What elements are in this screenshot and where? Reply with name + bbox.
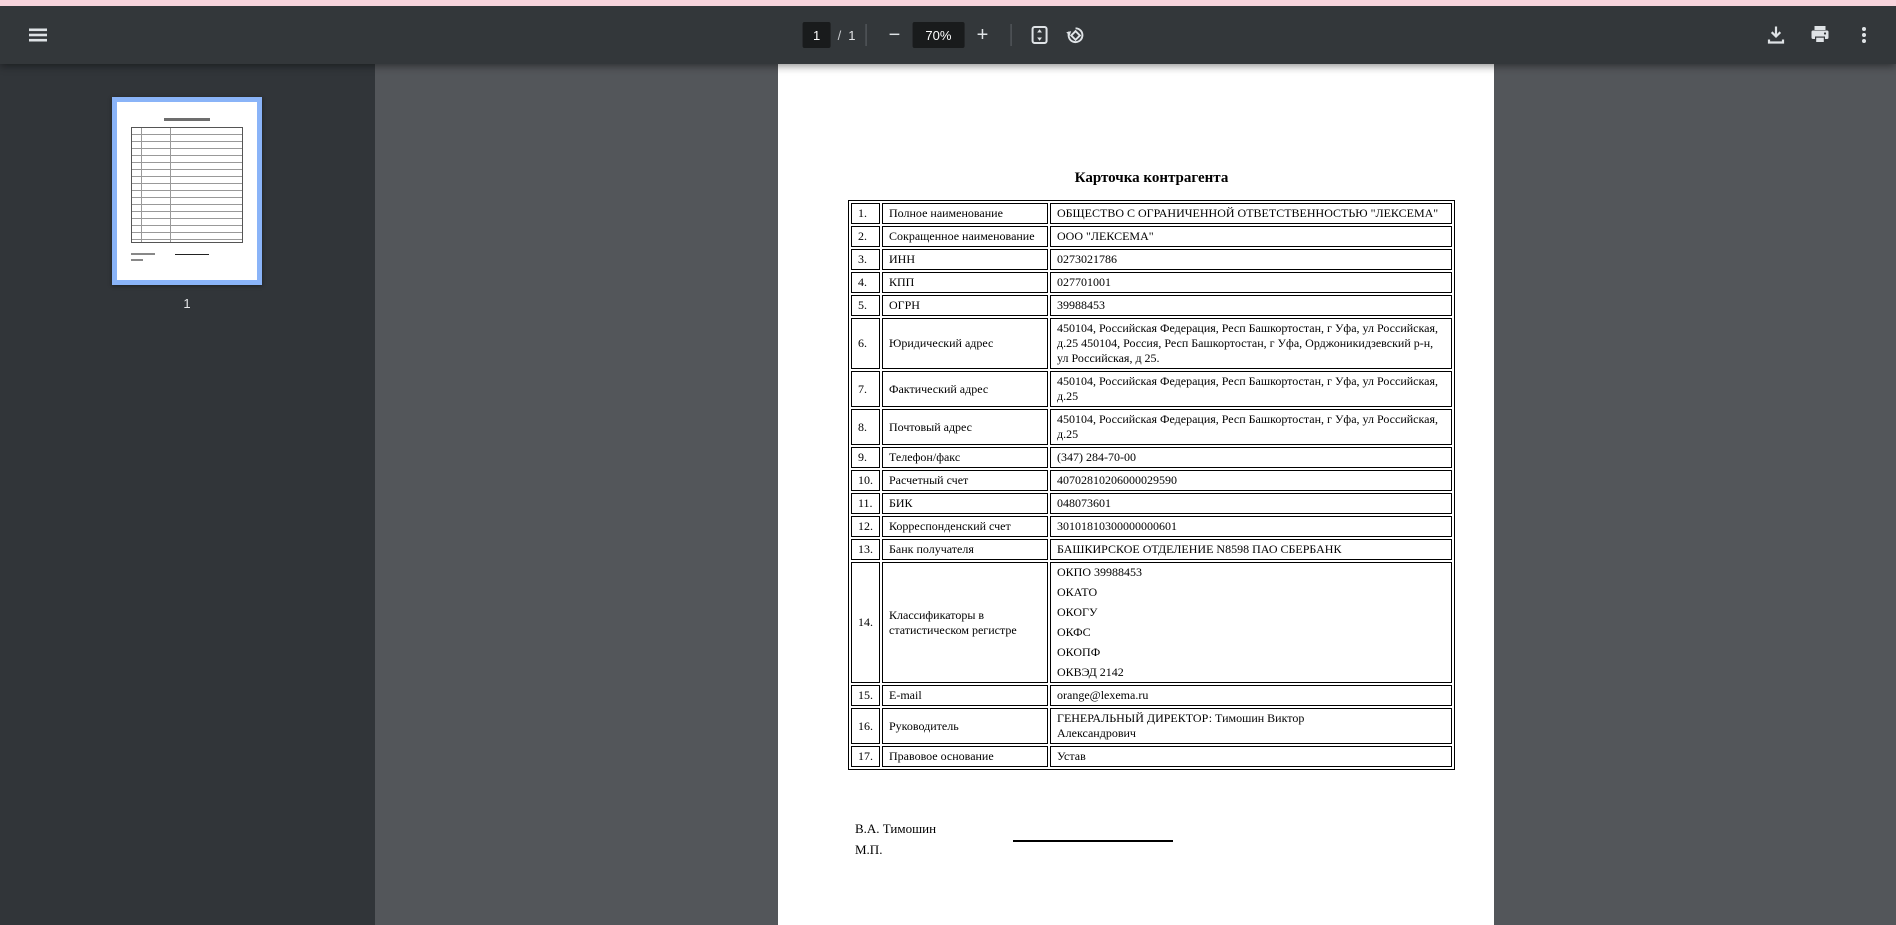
row-number-cell: 5. (851, 295, 880, 316)
row-label-cell: Расчетный счет (882, 470, 1048, 491)
row-label-cell: Банк получателя (882, 539, 1048, 560)
row-number-cell: 13. (851, 539, 880, 560)
row-label-cell: КПП (882, 272, 1048, 293)
rotate-counterclockwise-icon (1063, 23, 1087, 47)
page-number-input[interactable] (803, 22, 831, 48)
contractor-table (848, 200, 1455, 770)
value-line: ОКФС (1057, 625, 1091, 639)
table-row (851, 516, 1452, 537)
row-label-cell: Корреспонденский счет (882, 516, 1048, 537)
fit-to-page-button[interactable] (1021, 17, 1057, 53)
table-row (851, 272, 1452, 293)
row-number-cell: 15. (851, 685, 880, 706)
row-value-cell: 30101810300000000601 (1050, 516, 1452, 537)
value-line: ОКОПФ (1057, 645, 1101, 659)
fit-to-page-icon (1027, 23, 1051, 47)
table-row (851, 539, 1452, 560)
value-line: ГЕНЕРАЛЬНЫЙ ДИРЕКТОР: Тимошин Виктор (1057, 711, 1305, 725)
browser-notification-strip (0, 0, 1896, 6)
table-row (851, 685, 1452, 706)
table-row (851, 295, 1452, 316)
thumbnail-signature-line (131, 253, 155, 255)
row-label-cell: Фактический адрес (882, 371, 1048, 407)
row-number-cell: 14. (851, 562, 880, 683)
thumbnail-signature-line (131, 259, 143, 261)
row-value-cell: ОБЩЕСТВО С ОГРАНИЧЕННОЙ ОТВЕТСТВЕННОСТЬЮ "ЛЕКСЕМА" (1050, 203, 1452, 224)
minus-icon: − (888, 24, 901, 46)
row-number-cell: 8. (851, 409, 880, 445)
hamburger-icon (26, 23, 50, 47)
row-label-cell: Телефон/факс (882, 447, 1048, 468)
row-value-cell: (347) 284-70-00 (1050, 447, 1452, 468)
pdf-viewer-content (0, 64, 1896, 925)
plus-icon: + (976, 24, 989, 46)
row-label-cell: ОГРН (882, 295, 1048, 316)
row-number-cell: 10. (851, 470, 880, 491)
download-icon (1764, 23, 1788, 47)
pdf-page (778, 64, 1494, 925)
thumbnail-table-sketch (131, 127, 243, 243)
row-value-cell: 450104, Российская Федерация, Респ Башкортостан, г Уфа, ул Российская, д.25 (1050, 371, 1452, 407)
row-number-cell: 12. (851, 516, 880, 537)
zoom-out-button[interactable] (876, 17, 912, 53)
row-number-cell: 9. (851, 447, 880, 468)
signature-name: В.А. Тимошин (855, 821, 937, 836)
value-line: ОКПО 39988453 (1057, 565, 1143, 579)
value-line: ОКВЭД 2142 (1057, 665, 1124, 679)
value-line: ОКОГУ (1057, 605, 1098, 619)
rotate-button[interactable] (1057, 17, 1093, 53)
signature-stamp-label: М.П. (855, 842, 883, 857)
page-thumbnail[interactable] (112, 97, 262, 285)
row-value-cell: 39988453 (1050, 295, 1452, 316)
row-number-cell: 6. (851, 318, 880, 369)
menu-button[interactable] (20, 17, 56, 53)
pdf-toolbar (0, 6, 1896, 64)
row-label-cell: Сокращенное наименование (882, 226, 1048, 247)
row-label-cell: Классификаторы в статистическом регистре (882, 562, 1048, 683)
row-value-cell: 450104, Российская Федерация, Респ Башкортостан, г Уфа, ул Российская, д.25 450104, Россия, Респ Башкортостан, г Уфа, Орджоникидзевский р-н, ул Российская, д 25. (1050, 318, 1452, 369)
contractor-table-body (851, 203, 1452, 767)
row-value-cell: 40702810206000029590 (1050, 470, 1452, 491)
row-label-cell: Полное наименование (882, 203, 1048, 224)
value-line: Александрович (1057, 726, 1136, 740)
table-row (851, 746, 1452, 767)
row-number-cell: 3. (851, 249, 880, 270)
table-row (851, 470, 1452, 491)
thumbnail-page-number: 1 (183, 296, 191, 311)
row-number-cell: 1. (851, 203, 880, 224)
toolbar-divider (1010, 24, 1011, 46)
document-title: Карточка контрагента (1074, 170, 1229, 186)
document-scroll-area (375, 64, 1896, 925)
thumbnail-title-line (164, 118, 210, 121)
table-row (851, 493, 1452, 514)
row-number-cell: 7. (851, 371, 880, 407)
kebab-menu-icon (1852, 23, 1876, 47)
download-button[interactable] (1758, 17, 1794, 53)
table-row (851, 249, 1452, 270)
row-value-cell: 0273021786 (1050, 249, 1452, 270)
document-body (848, 64, 1455, 770)
page-divider: / (837, 27, 842, 43)
row-number-cell: 16. (851, 708, 880, 744)
table-row (851, 371, 1452, 407)
row-label-cell: Правовое основание (882, 746, 1048, 767)
thumbnail-sidebar (0, 64, 375, 925)
page-count: 1 (848, 27, 856, 43)
row-label-cell: E-mail (882, 685, 1048, 706)
signature-line (1013, 840, 1173, 842)
value-line: ОКАТО (1057, 585, 1098, 599)
toolbar-divider (865, 24, 866, 46)
row-label-cell: Юридический адрес (882, 318, 1048, 369)
row-number-cell: 17. (851, 746, 880, 767)
row-value-cell (1050, 708, 1452, 744)
row-number-cell: 2. (851, 226, 880, 247)
row-value-cell: Устав (1050, 746, 1452, 767)
table-row (851, 409, 1452, 445)
thumbnail-underline (175, 254, 209, 255)
row-value-cell: ООО "ЛЕКСЕМА" (1050, 226, 1452, 247)
zoom-in-button[interactable] (964, 17, 1000, 53)
table-row (851, 562, 1452, 683)
row-label-cell: БИК (882, 493, 1048, 514)
row-value-cell: 048073601 (1050, 493, 1452, 514)
row-number-cell: 4. (851, 272, 880, 293)
table-row (851, 708, 1452, 744)
row-number-cell: 11. (851, 493, 880, 514)
print-icon (1808, 23, 1832, 47)
row-label-cell: Руководитель (882, 708, 1048, 744)
table-row (851, 203, 1452, 224)
row-label-cell: ИНН (882, 249, 1048, 270)
row-value-cell: orange@lexema.ru (1050, 685, 1452, 706)
zoom-level[interactable]: 70% (912, 22, 964, 48)
row-value-cell: 450104, Российская Федерация, Респ Башкортостан, г Уфа, ул Российская, д.25 (1050, 409, 1452, 445)
more-options-button[interactable] (1846, 17, 1882, 53)
row-value-cell: БАШКИРСКОЕ ОТДЕЛЕНИЕ N8598 ПАО СБЕРБАНК (1050, 539, 1452, 560)
table-row (851, 318, 1452, 369)
table-row (851, 447, 1452, 468)
row-value-cell: 027701001 (1050, 272, 1452, 293)
row-value-cell (1050, 562, 1452, 683)
table-row (851, 226, 1452, 247)
print-button[interactable] (1802, 17, 1838, 53)
row-label-cell: Почтовый адрес (882, 409, 1048, 445)
